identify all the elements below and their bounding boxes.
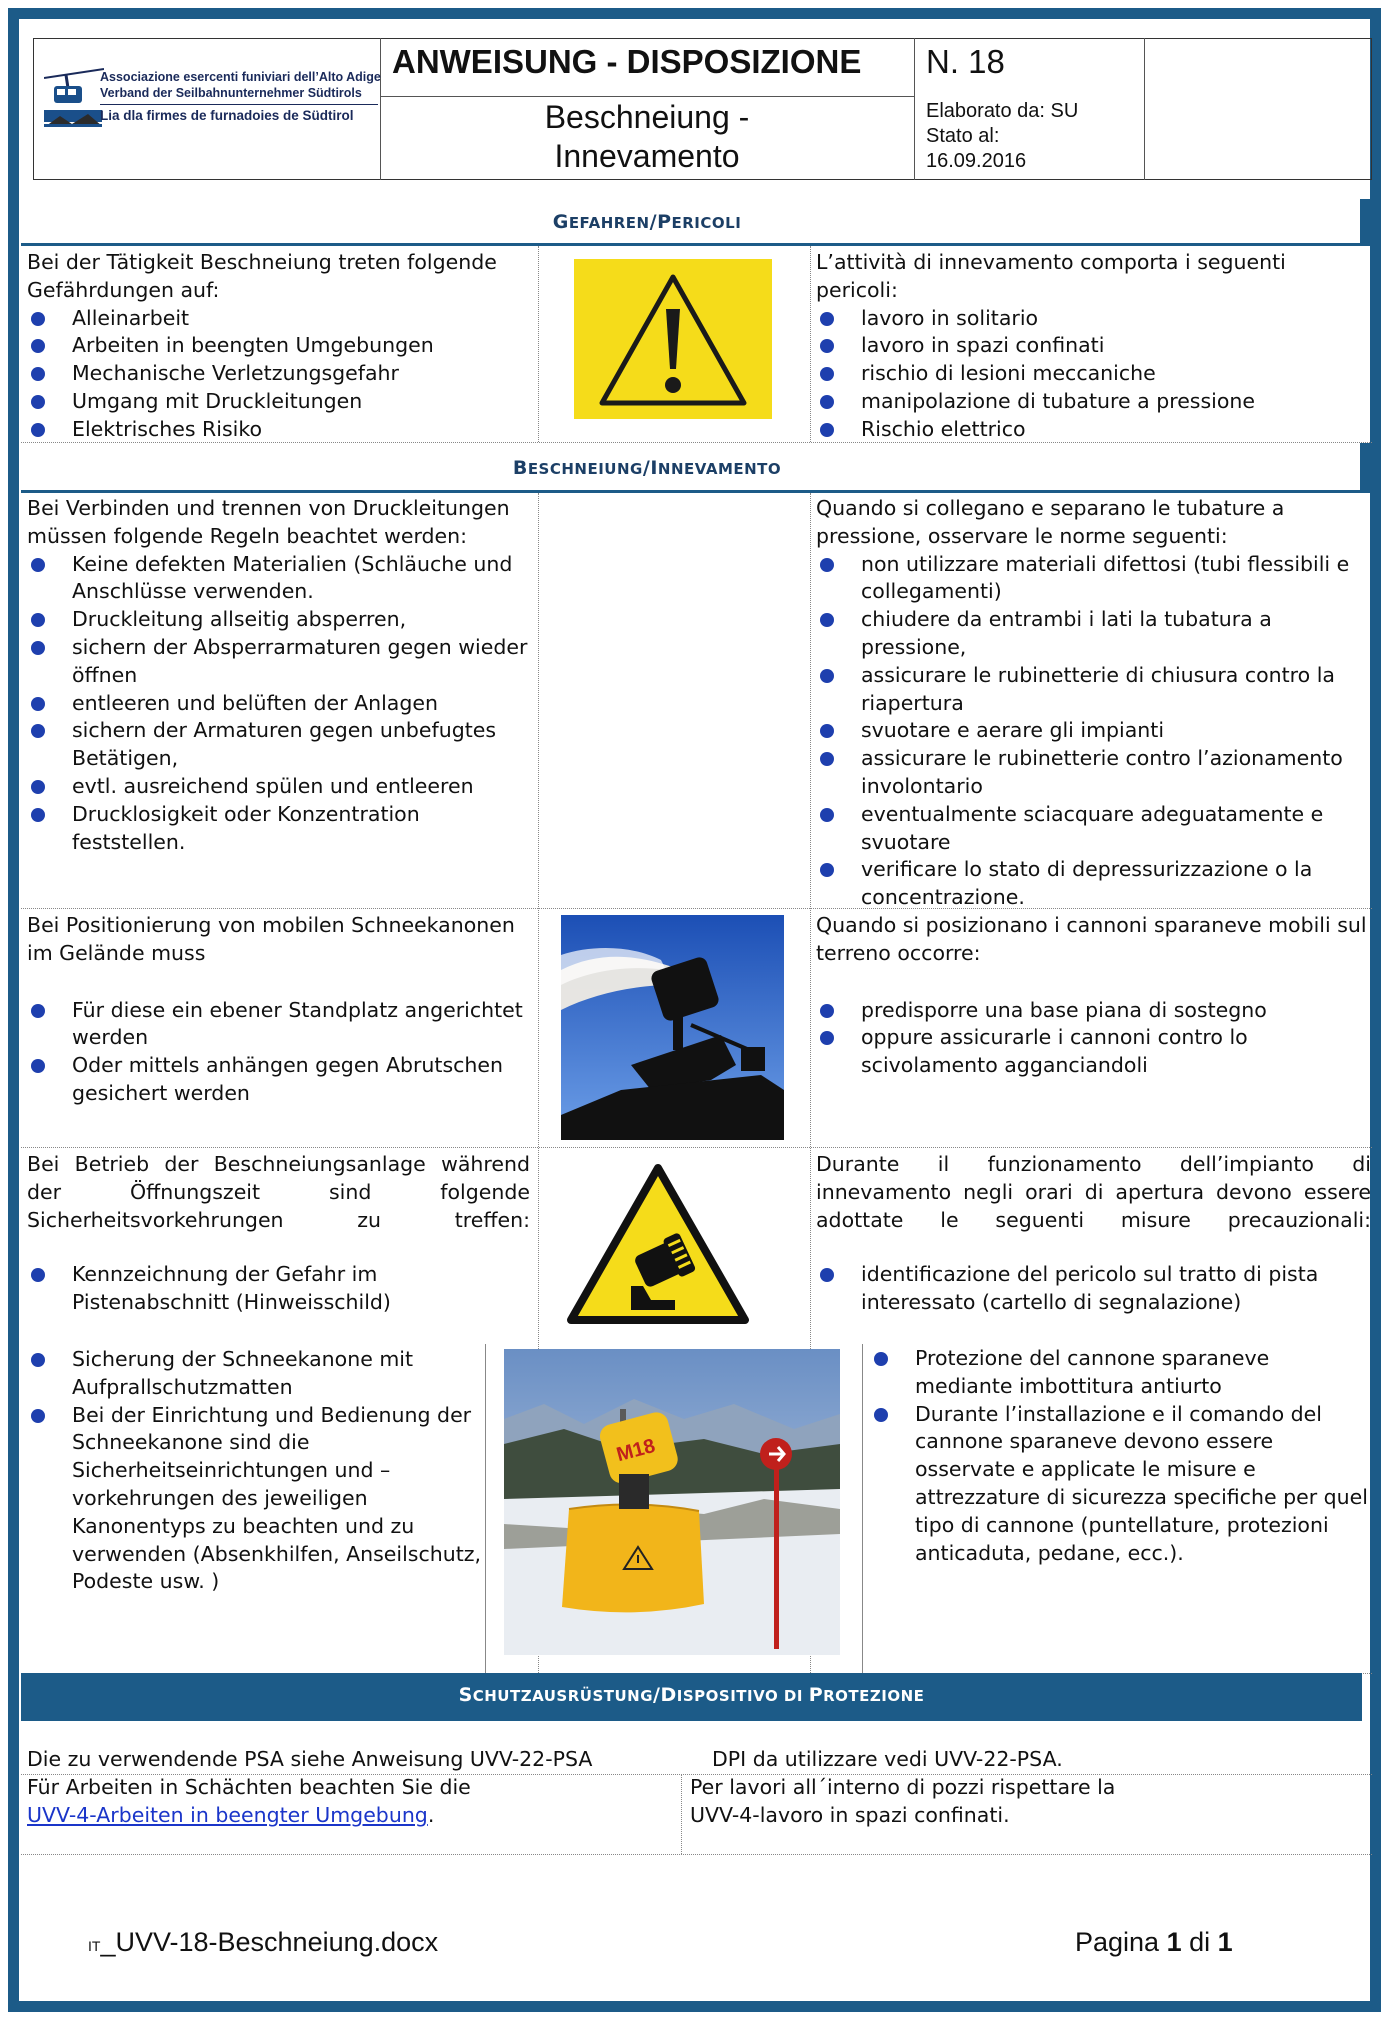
section-title-snowmaking: BESCHNEIUNG/INNEVAMENTO xyxy=(512,457,782,479)
list-item: non utilizzare materiali difettosi (tubi flessibili e collegamenti) xyxy=(816,551,1371,607)
hazards-it-intro: L’attività di innevamento comporta i seguenti pericoli: xyxy=(816,250,1286,302)
list-item: Arbeiten in beengten Umgebungen xyxy=(27,332,532,360)
stato-label: Stato al: xyxy=(926,125,1000,147)
list-item: Durante l’installazione e il comando del cannone sparaneve devono essere osservate e applicate le misure e attrezzature di sicurezza specifiche per quel tipo di cannone (puntellature, protezioni anticaduta, pedane, ecc.). xyxy=(870,1401,1370,1568)
list-item: manipolazione di tubature a pressione xyxy=(816,388,1371,416)
association-logo xyxy=(44,66,380,136)
snowmaking-it xyxy=(816,495,1371,912)
protection-it-line3: UVV-4-lavoro in spazi confinati. xyxy=(690,1802,1010,1827)
snowmaking-de-intro: Bei Verbinden und trennen von Druckleitungen müssen folgende Regeln beachtet werden: xyxy=(27,496,510,548)
uvv-4-link[interactable]: UVV-4-Arbeiten in beengter Umgebung xyxy=(27,1802,428,1827)
list-item: Oder mittels anhängen gegen Abrutschen gesichert werden xyxy=(27,1052,532,1108)
logo-line-3: Lia dla firmes de furnadoies de Südtirol xyxy=(100,108,354,123)
list-item: oppure assicurarle i cannoni contro lo scivolamento agganciandoli xyxy=(816,1024,1371,1080)
list-item: Protezione del cannone sparaneve mediante imbottitura antiurto xyxy=(870,1345,1370,1401)
protection-it-line2: Per lavori all´interno di pozzi rispettare la xyxy=(690,1775,1116,1799)
positioning-de xyxy=(27,912,532,1108)
positioning-de-intro: Bei Positionierung von mobilen Schneekanonen im Gelände muss xyxy=(27,913,515,965)
hazards-de-intro: Bei der Tätigkeit Beschneiung treten folgende Gefährdungen auf: xyxy=(27,250,497,302)
cannon-brand-label: M18 xyxy=(614,1434,658,1467)
general-warning-sign-icon xyxy=(574,259,772,419)
list-item: eventualmente sciacquare adeguatamente e svuotare xyxy=(816,801,1371,857)
subtitle-de: Beschneiung - xyxy=(544,99,750,135)
elaborato-label: Elaborato da: SU xyxy=(926,100,1079,122)
stato-date: 16.09.2016 xyxy=(926,150,1027,172)
protection-de-block: Für Arbeiten in Schächten beachten Sie die UVV-4-Arbeiten in beengter Umgebung. xyxy=(27,1774,677,1830)
list-item: predisporre una base piana di sostegno xyxy=(816,997,1371,1025)
list-item: Alleinarbeit xyxy=(27,305,532,333)
list-item: Kennzeichnung der Gefahr im Pistenabschnitt (Hinweisschild) xyxy=(27,1261,507,1317)
snowmaking-de xyxy=(27,495,532,856)
footer-page-number: Pagina 1 di 1 xyxy=(1075,1927,1233,1957)
protection-de-line2: Für Arbeiten in Schächten beachten Sie die xyxy=(27,1775,471,1799)
document-subtitle xyxy=(380,98,914,176)
list-item: Für diese ein ebener Standplatz angerichtet werden xyxy=(27,997,532,1053)
snow-cannon-warning-sign-icon xyxy=(565,1160,751,1328)
positioning-it xyxy=(816,912,1371,1080)
list-item: Druckleitung allseitig absperren, xyxy=(27,606,532,634)
list-item: lavoro in spazi confinati xyxy=(816,332,1371,360)
list-item: Keine defekten Materialien (Schläuche und Anschlüsse verwenden. xyxy=(27,551,532,607)
protection-de-line1: Die zu verwendende PSA siehe Anweisung UVV-22-PSA xyxy=(27,1747,593,1771)
operation-de-intro: Bei Betrieb der Beschneiungsanlage während der Öffnungszeit sind folgende Sicherheitsvorkehrungen zu treffen: xyxy=(27,1152,530,1232)
list-item: sichern der Absperrarmaturen gegen wieder öffnen xyxy=(27,634,532,690)
snow-cannon-photo xyxy=(561,915,784,1140)
document-number: N. 18 xyxy=(926,43,1005,80)
list-item: Mechanische Verletzungsgefahr xyxy=(27,360,532,388)
positioning-it-intro: Quando si posizionano i cannoni sparaneve mobili sul terreno occorre: xyxy=(816,913,1367,965)
list-item: identificazione del pericolo sul tratto di pista interessato (cartello di segnalazione) xyxy=(816,1261,1371,1317)
list-item: Elektrisches Risiko xyxy=(27,416,532,444)
list-item: rischio di lesioni meccaniche xyxy=(816,360,1371,388)
protection-it-line1: DPI da utilizzare vedi UVV-22-PSA. xyxy=(712,1747,1063,1771)
list-item: Bei der Einrichtung und Bedienung der Schneekanone sind die Sicherheitseinrichtungen und –vorkehrungen des jeweiligen Kanonentyps zu beachten und zu verwenden (Absenkhilfen, Anseilschutz, Podeste usw. ) xyxy=(27,1402,487,1597)
list-item: assicurare le rubinetterie contro l’azionamento involontario xyxy=(816,745,1371,801)
operation-it-intro: Durante il funzionamento dell’impianto di innevamento negli orari di apertura devono essere adottate le seguenti misure precauzionali: xyxy=(816,1152,1371,1232)
logo-line-2: Verband der Seilbahnunternehmer Südtirols xyxy=(100,86,362,100)
section-title-hazards: GEFAHREN/PERICOLI xyxy=(552,211,742,233)
operation-de xyxy=(27,1151,530,1596)
list-item: lavoro in solitario xyxy=(816,305,1371,333)
section-title-protection: SCHUTZAUSRÜSTUNG/DISPOSITIVO DI PROTEZIONE xyxy=(458,1684,925,1706)
list-item: evtl. ausreichend spülen und entleeren xyxy=(27,773,532,801)
snowmaking-it-intro: Quando si collegano e separano le tubature a pressione, osservare le norme seguenti: xyxy=(816,496,1285,548)
list-item: svuotare e aerare gli impianti xyxy=(816,717,1371,745)
operation-it-2 xyxy=(870,1345,1370,1567)
hazards-it xyxy=(816,249,1371,444)
list-item: chiudere da entrambi i lati la tubatura a pressione, xyxy=(816,606,1371,662)
protection-it-block xyxy=(690,1774,1370,1830)
cable-car-icon xyxy=(44,66,104,136)
document-title: ANWEISUNG - DISPOSIZIONE xyxy=(392,43,862,80)
subtitle-it: Innevamento xyxy=(554,138,740,174)
hazards-de xyxy=(27,249,532,444)
logo-line-1: Associazione esercenti funiviari dell’Alto Adige xyxy=(100,70,381,84)
operation-it xyxy=(816,1151,1371,1317)
list-item: verificare lo stato di depressurizzazione o la concentrazione. xyxy=(816,856,1371,912)
list-item: Umgang mit Druckleitungen xyxy=(27,388,532,416)
footer-filename: IT_UVV-18-Beschneiung.docx xyxy=(88,1927,439,1957)
list-item: Sicherung der Schneekanone mit Aufprallschutzmatten xyxy=(27,1346,487,1402)
list-item: entleeren und belüften der Anlagen xyxy=(27,690,532,718)
padded-snow-cannon-photo xyxy=(504,1349,840,1655)
list-item: assicurare le rubinetterie di chiusura contro la riapertura xyxy=(816,662,1371,718)
list-item: Drucklosigkeit oder Konzentration feststellen. xyxy=(27,801,532,857)
list-item: Rischio elettrico xyxy=(816,416,1371,444)
document-meta xyxy=(926,99,1078,174)
list-item: sichern der Armaturen gegen unbefugtes Betätigen, xyxy=(27,717,532,773)
